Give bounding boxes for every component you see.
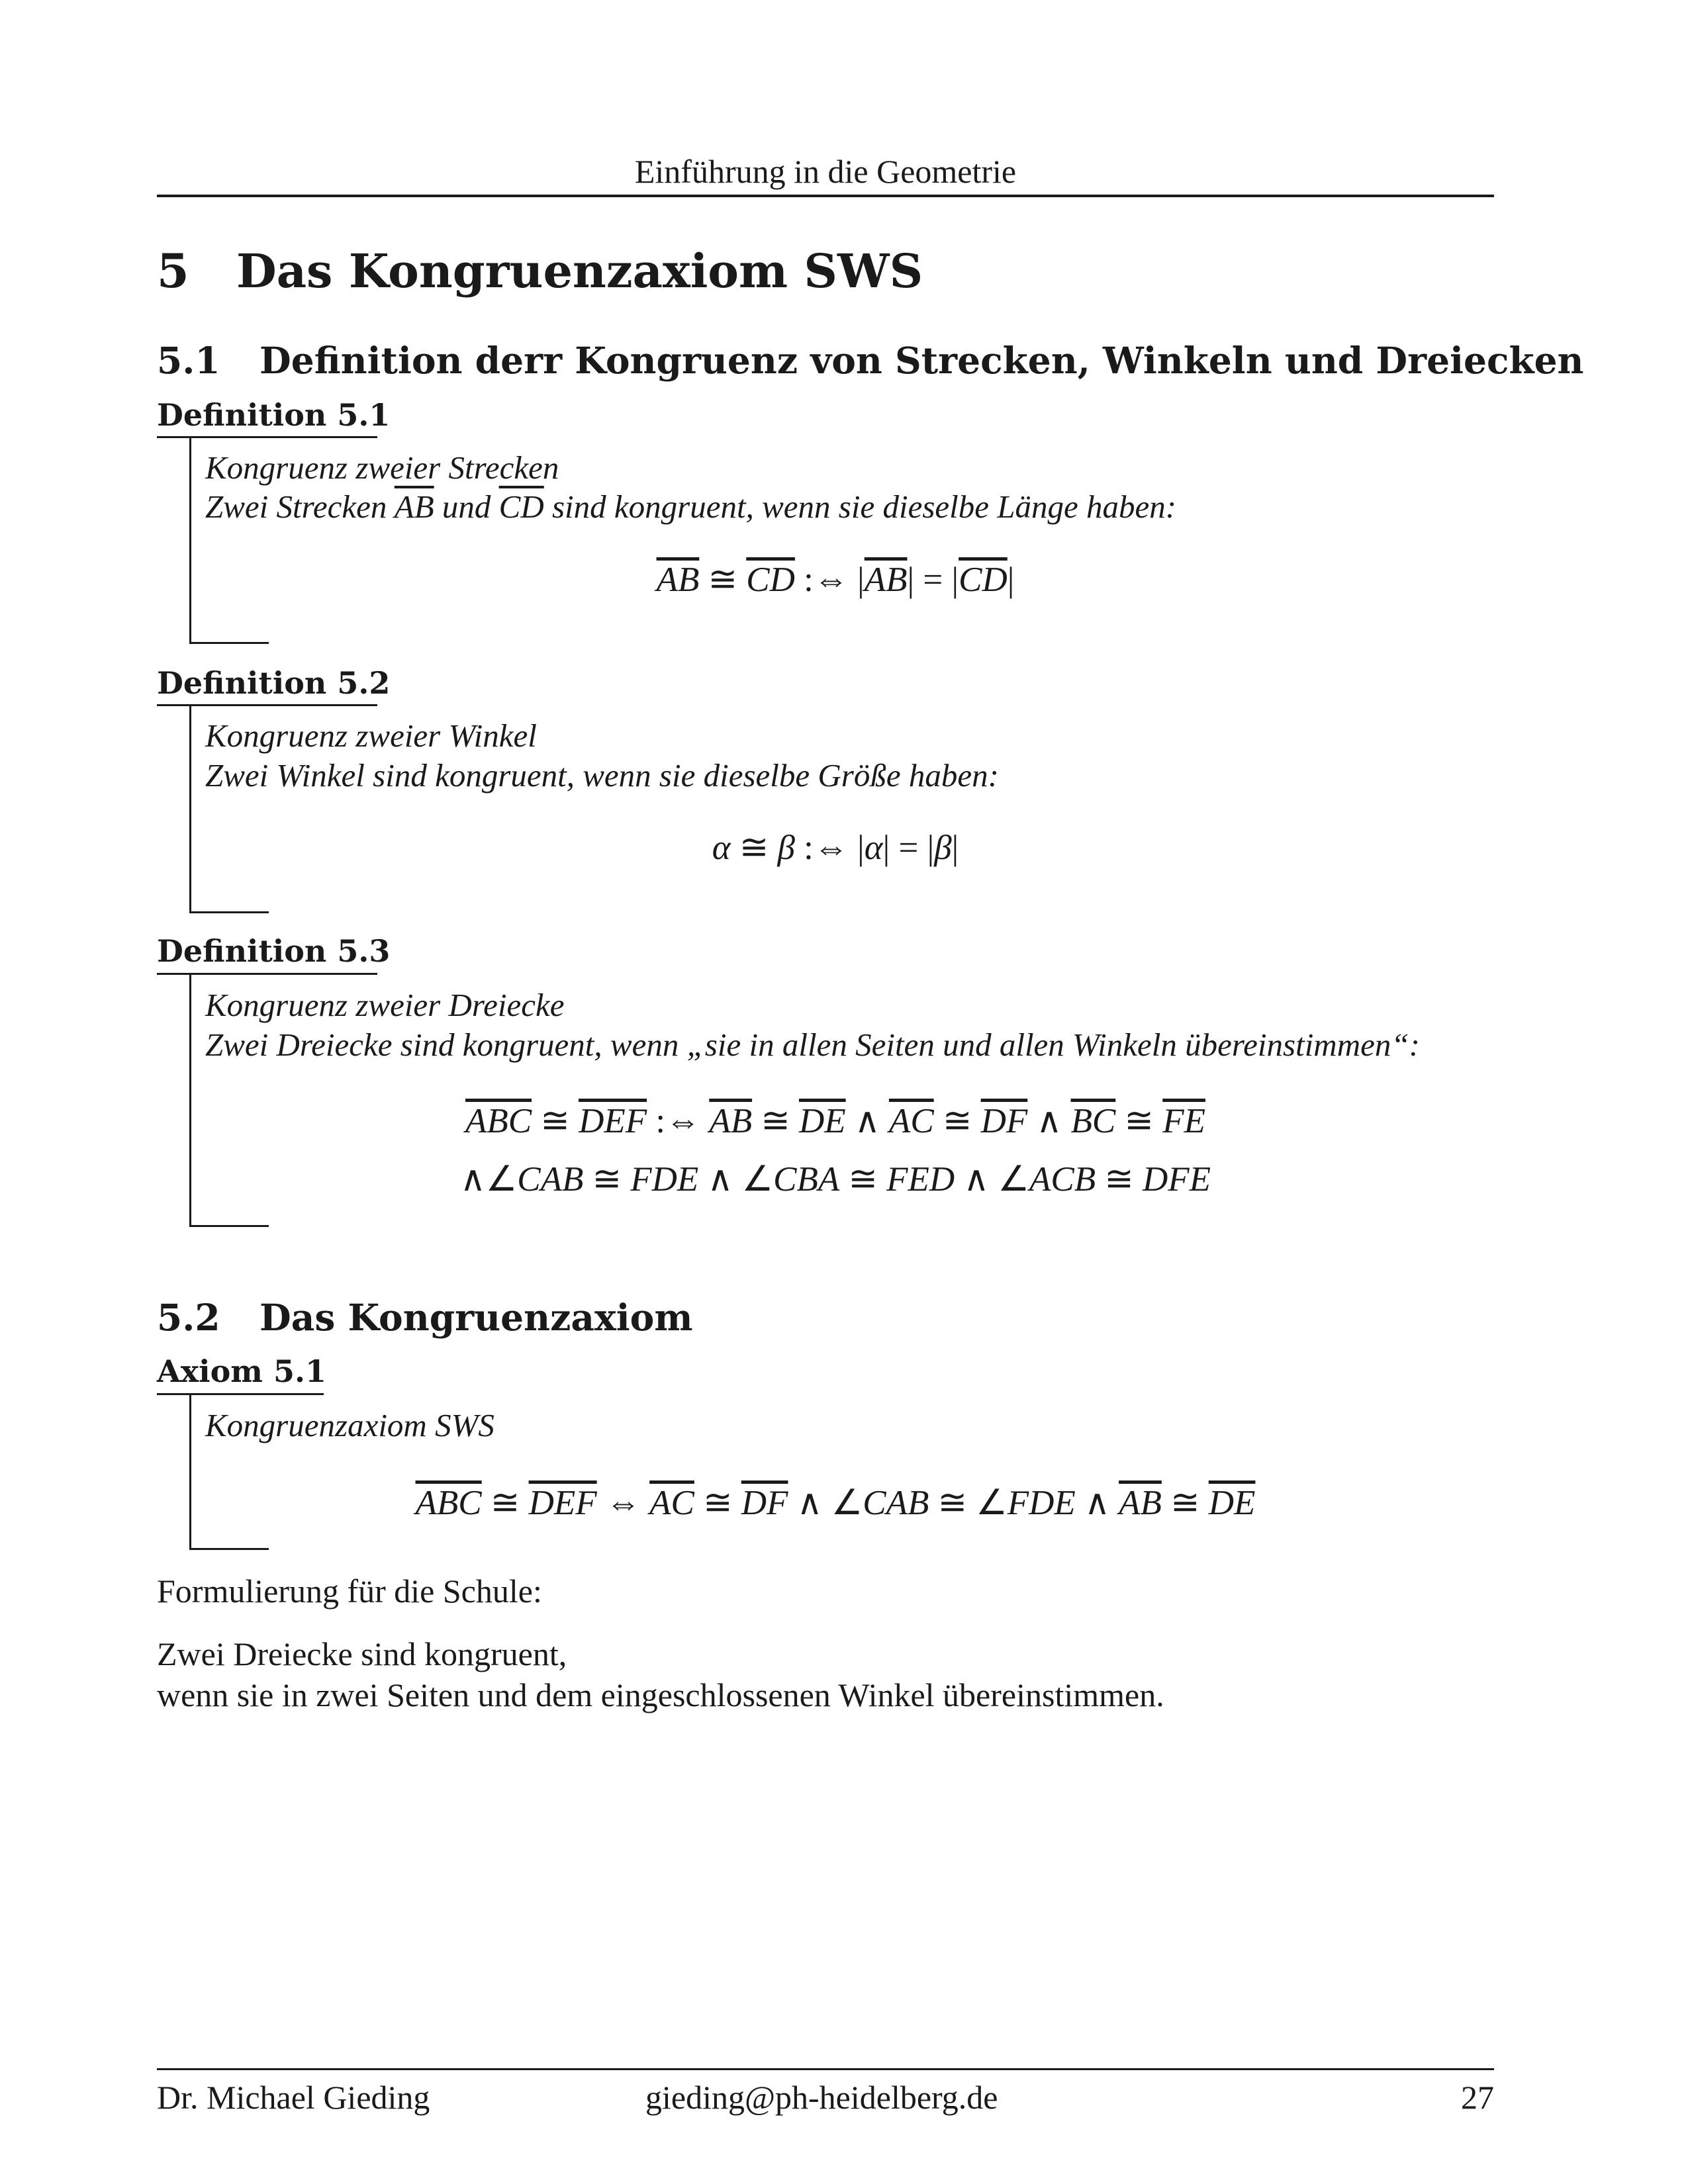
definition-bracket	[189, 436, 191, 644]
definition-bracket-foot	[189, 1225, 269, 1227]
definition-text: Zwei Strecken $\overline{AB}$ und $\overline{CD}$ sind kongruent, wenn sie dieselbe Länge haben:	[205, 488, 1177, 525]
school-intro: Formulierung für die Schule:	[157, 1572, 542, 1610]
running-header: Einführung in die Geometrie	[634, 153, 1017, 190]
definition-bracket-foot	[189, 911, 269, 913]
definition-formula: α ≅ β :⇔ |α| = |β|	[712, 829, 959, 867]
axiom-bracket	[189, 1393, 191, 1550]
axiom-name: Kongruenzaxiom SWS	[205, 1407, 494, 1443]
school-line-2: wenn sie in zwei Seiten und dem eingeschlossenen Winkel übereinstimmen.	[157, 1676, 1164, 1713]
section-title: Das Kongruenzaxiom	[259, 1296, 693, 1339]
axiom-bracket-foot	[189, 1548, 269, 1550]
definition-label-5-1: Definition 5.1	[157, 397, 391, 433]
footer-rule	[157, 2068, 1494, 2070]
definition-name: Kongruenz zweier Strecken	[205, 449, 559, 486]
chapter-heading	[157, 244, 923, 298]
definition-label-5-2: Definition 5.2	[157, 665, 391, 701]
section-number: 5.2	[157, 1296, 220, 1339]
definition-formula: $\overline{AB}$ ≅ $\overline{CD}$ :⇔ $|\overline{AB}| = |\overline{CD}|$	[656, 561, 1015, 599]
definition-name: Kongruenz zweier Winkel	[205, 717, 537, 754]
footer-page-number: 27	[1461, 2079, 1494, 2116]
axiom-formula: $\overline{ABC}$ ≅ $\overline{DEF}$ ⇔ $\overline{AC}$ ≅ $\overline{DF}$ ∧ ∠CAB ≅ ∠FDE ∧ $\overline{AB}$ ≅ $\overline{DE}$	[415, 1484, 1256, 1522]
chapter-number: 5	[157, 244, 189, 298]
section-title: Definition derr Kongruenz von Strecken, Winkeln und Dreiecken	[259, 339, 1584, 382]
chapter-title: Das Kongruenzaxiom SWS	[236, 244, 923, 298]
header-rule	[157, 195, 1494, 197]
axiom-label-underline	[157, 1393, 324, 1395]
footer-email: gieding@ph-heidelberg.de	[645, 2079, 998, 2116]
definition-formula-line-1: $\overline{ABC}$ ≅ $\overline{DEF}$ :⇔ $\overline{AB}$ ≅ $\overline{DE}$ ∧ $\overline{AC}$ ≅ $\overline{DF}$ ∧ $\overline{BC}$ ≅ $\overline{FE}$	[465, 1102, 1205, 1140]
definition-formula-line-2: ∧∠CAB ≅ FDE ∧ ∠CBA ≅ FED ∧ ∠ACB ≅ DFE	[459, 1160, 1211, 1199]
section-heading-5-2	[157, 1296, 693, 1339]
footer-author: Dr. Michael Gieding	[157, 2079, 430, 2116]
section-heading-5-1	[157, 339, 1584, 382]
section-number: 5.1	[157, 339, 220, 382]
definition-label-5-3: Definition 5.3	[157, 933, 391, 969]
definition-name: Kongruenz zweier Dreiecke	[205, 987, 565, 1023]
definition-text: Zwei Dreiecke sind kongruent, wenn „sie in allen Seiten und allen Winkeln übereinstimmen“:	[205, 1026, 1420, 1063]
definition-text: Zwei Winkel sind kongruent, wenn sie dieselbe Größe haben:	[205, 757, 999, 794]
definition-bracket	[189, 704, 191, 913]
definition-bracket-foot	[189, 642, 269, 644]
school-line-1: Zwei Dreiecke sind kongruent,	[157, 1635, 567, 1672]
axiom-label-5-1: Axiom 5.1	[157, 1353, 326, 1389]
